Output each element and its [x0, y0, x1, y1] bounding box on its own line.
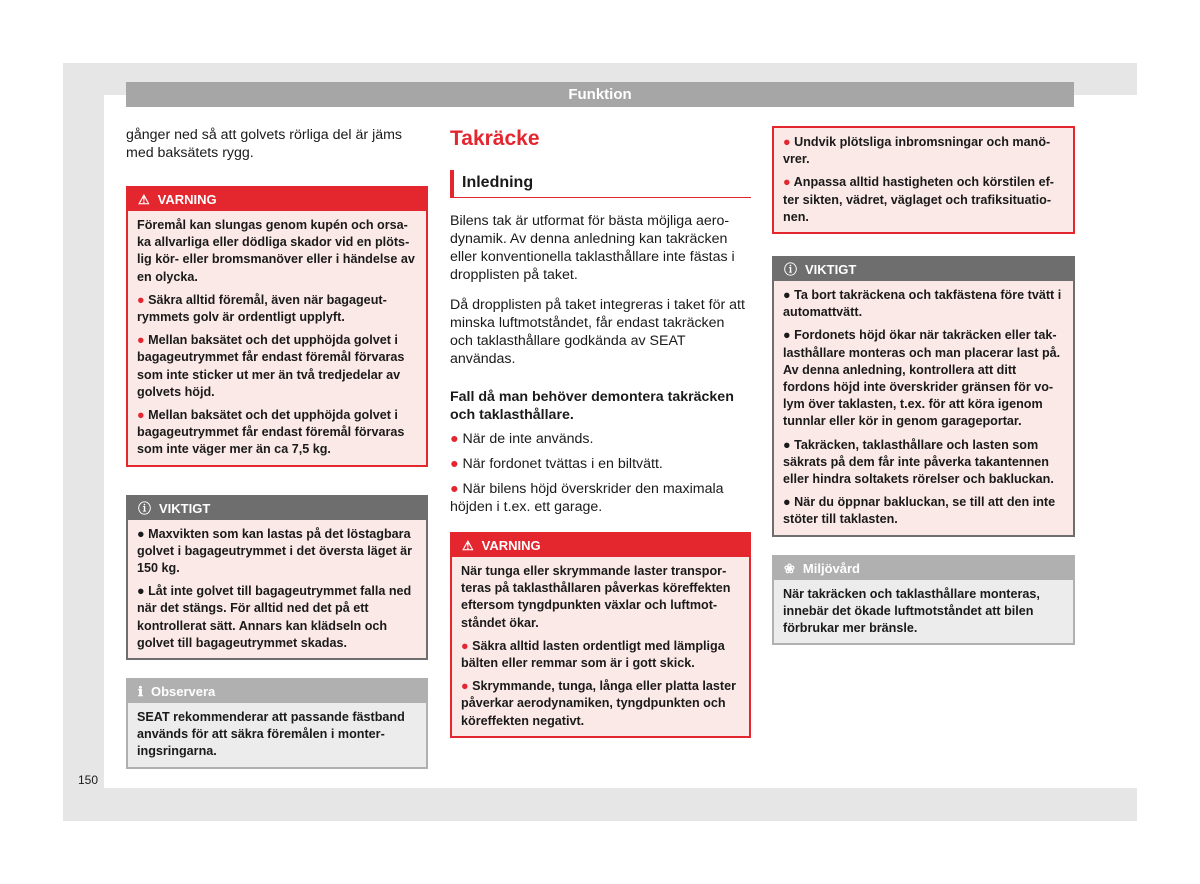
viktigt-bullet: ● Fordonets höjd ökar när takräcken eller taklasthållare monteras och man placerar last på. Av denna anledning, kontrollera att ditt fordons höjd inte överskrider gränsen för volym över taklasten, t.ex. för att köra igenom tunnlar eller kör in genom garageportar. [783, 328, 1061, 429]
viktigt-box [126, 495, 428, 660]
warning-bullet: ● Skrymmande, tunga, långa eller platta laster påverkar aerodynamiken, tyngdpunkten och köreffekten negativt. [461, 679, 736, 728]
viktigt-box [772, 256, 1075, 537]
section-title: Takräcke [450, 127, 540, 150]
warning-triangle-icon: ⚠ [462, 538, 474, 553]
warning-header [452, 534, 749, 557]
warning-bullet: ● Anpassa alltid hastigheten och körstilen efter sikten, vädret, väglaget och trafiksituationen. [783, 175, 1054, 224]
viktigt-header [774, 258, 1073, 281]
viktigt-label: VIKTIGT [805, 262, 857, 278]
list-item: ● När fordonet tvättas i en biltvätt. [450, 456, 663, 472]
viktigt-bullet: ● Ta bort takräckena och takfästena före tvätt i automattvätt. [783, 288, 1062, 320]
subsection-title: Inledning [450, 170, 751, 198]
miljovard-body [774, 580, 1073, 644]
viktigt-body [128, 520, 426, 658]
viktigt-bullet: ● När du öppnar bakluckan, se till att den inte stöter till taklasten. [783, 495, 1056, 527]
warning-bullet: ● Säkra alltid föremål, även när bagageutrymmets golv är ordentligt upplyft. [137, 292, 387, 325]
warning-text: Föremål kan slungas genom kupén och orsaka allvarliga eller dödliga skador vid en plötslig kör- eller bromsmanöver eller i händelse av en olycka. [137, 218, 415, 284]
section-header: Funktion [126, 82, 1074, 107]
viktigt-bullet: ● Maxvikten som kan lastas på det löstagbara golvet i bagageutrymmet i det översta läget är 150 kg. [137, 526, 413, 576]
warning-continued-body [774, 128, 1073, 232]
observera-header [128, 680, 426, 703]
warning-body [452, 557, 749, 736]
list-item: ● När de inte används. [450, 431, 594, 447]
list-item: ● När bilens höjd överskrider den maximala höjden i t.ex. ett garage. [450, 481, 724, 515]
viktigt-body [774, 281, 1073, 535]
warning-bullet: ● Mellan baksätet och det upphöjda golvet i bagageutrymmet får endast föremål förvaras som inte väger mer än ca 7,5 kg. [137, 408, 405, 457]
viktigt-bullet: ● Takräcken, taklasthållare och lasten som säkrats på dem får inte påverka takantennen eller hindra soltakets rörelser och bakluckan. [783, 437, 1054, 487]
list-heading: Fall då man behöver demontera takräcken och taklasthållare. [450, 389, 734, 423]
observera-box [126, 678, 428, 769]
exclamation-circle-icon: ⓘ [784, 262, 798, 278]
warning-text: När tunga eller skrymmande laster transporteras på taklasthållaren påverkas köreffekten eftersom tyngdpunkten växlar och luftmotståndet ökar. [461, 564, 731, 630]
warning-label: VARNING [481, 538, 541, 553]
warning-continued-box [772, 126, 1075, 234]
viktigt-label: VIKTIGT [159, 500, 211, 516]
flower-icon: ❀ [784, 560, 795, 576]
warning-bullet: ● Mellan baksätet och det upphöjda golvet i bagageutrymmet får endast föremål förvaras som inte sticker ut mer än två tredjedelar av golvets höjd. [137, 333, 405, 399]
warning-header [128, 188, 426, 211]
warning-body [128, 211, 426, 465]
warning-bullet: ● Undvik plötsliga inbromsningar och manövrer. [783, 135, 1051, 167]
warning-triangle-icon: ⚠ [138, 192, 150, 207]
miljovard-label: Miljövård [802, 560, 860, 576]
miljovard-text: När takräcken och taklasthållare monteras, innebär det ökade luftmotståndet att bilen förbrukar mer bränsle. [783, 586, 1040, 636]
intro-paragraph: gånger ned så att golvets rörliga del är jäms med baksätets rygg. [126, 127, 403, 161]
warning-bullet: ● Säkra alltid lasten ordentligt med lämpliga bälten eller remmar som är i gott skick. [461, 638, 725, 671]
column-3 [772, 126, 1075, 661]
observera-label: Observera [150, 684, 216, 700]
warning-box [126, 186, 428, 467]
exclamation-circle-icon: ⓘ [138, 500, 152, 516]
paragraph: Då dropplisten på taket integreras i taket för att minska luftmotståndet, får endast takräcken och taklasthållare godkända av SEAT användas. [450, 297, 745, 367]
paragraph: Bilens tak är utformat för bästa möjliga aerodynamik. Av denna anledning kan takräcken eller konventionella taklasthållare inte fästas i dropplisten på taket. [450, 213, 735, 283]
observera-text: SEAT rekommenderar att passande fästband används för att säkra föremålen i monteringsringarna. [137, 710, 405, 759]
observera-body [128, 703, 426, 767]
viktigt-bullet: ● Låt inte golvet till bagageutrymmet falla ned när det stängs. För alltid ned det på ett kontrollerat sätt. Annars kan klädseln och golvet till bagageutrymmet skadas. [137, 584, 412, 650]
column-2 [450, 126, 751, 754]
miljovard-box [772, 555, 1075, 646]
warning-box [450, 532, 751, 738]
page-number: 150 [78, 773, 99, 787]
warning-label: VARNING [157, 192, 217, 207]
column-1 [126, 126, 428, 785]
bullet-list [450, 430, 751, 516]
info-icon: ℹ [138, 684, 143, 700]
viktigt-header [128, 497, 426, 520]
miljovard-header [774, 557, 1073, 580]
